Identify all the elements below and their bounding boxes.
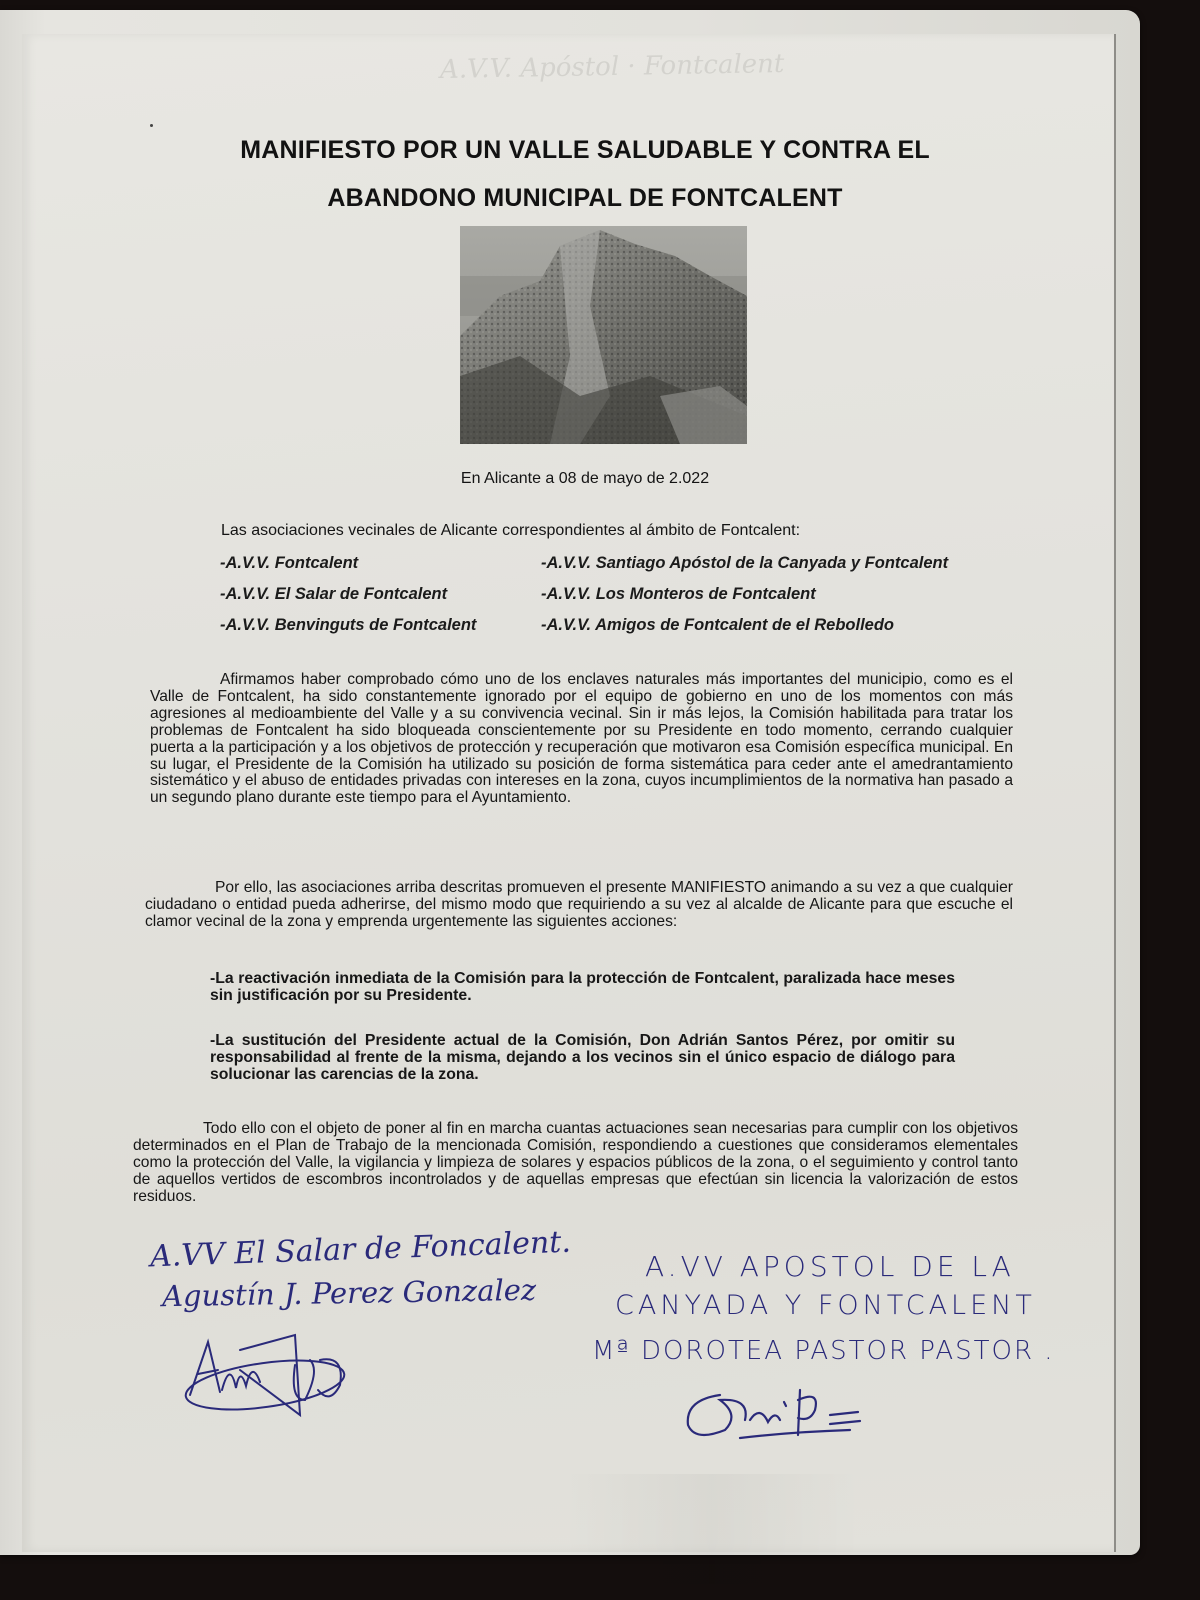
signature-right-association-line2: CANYADA Y FONTCALENT [615,1290,1036,1321]
paragraph-conclusion [133,1121,1018,1206]
association-item: -A.V.V. Los Monteros de Fontcalent [541,585,816,603]
paper-speck [150,124,153,127]
handwritten-signature-left-icon [180,1330,360,1425]
signature-left-name: Agustín J. Perez Gonzalez [161,1272,537,1314]
handwritten-signature-right-icon [680,1380,880,1450]
paragraph-conclusion-text: Todo ello con el objeto de poner al fin en marcha cuantas actuaciones sean necesarias para cumplir con los objetivos determinados en el Plan de Trabajo de la mencionada Comisión, respondiendo a cuestiones que consideramos elementales como la protección del Valle, la vigilancia y limpieza de solares y espacios públicos de la zona, o el seguimiento y control tanto de aquellos vertidos de escombros incontrolados y de aquellas empresas que efectúan sin licencia la valorización de estos residuos. [133,1120,1018,1205]
demand-item-reactivation: -La reactivación inmediata de la Comisión para la protección de Fontcalent, paralizada hace meses sin justificación por su Presidente. [210,970,955,1004]
signature-right-association-line1: A.VV APOSTOL DE LA [645,1250,1015,1283]
association-item: -A.V.V. El Salar de Fontcalent [220,585,448,603]
association-item: -A.V.V. Amigos de Fontcalent de el Rebolledo [541,616,894,634]
mountain-photo [460,226,747,444]
document-title-line-1: MANIFIESTO POR UN VALLE SALUDABLE Y CONTRA EL [240,136,930,164]
paragraph-demands-intro-text: Por ello, las asociaciones arriba descritas promueven el presente MANIFIESTO animando a su vez a que cualquier ciudadano o entidad pueda adherirse, del mismo modo que requiriendo a su vez al alcalde de Alicante para que escuche el clamor vecinal de la zona y emprenda urgentemente las siguientes acciones: [145,879,1013,930]
association-item: -A.V.V. Benvinguts de Fontcalent [220,616,477,634]
paragraph-demands-intro [145,880,1013,931]
mountain-image-icon [460,226,747,444]
association-item: -A.V.V. Santiago Apóstol de la Canyada y Fontcalent [541,554,949,572]
document-date: En Alicante a 08 de mayo de 2.022 [460,470,710,487]
signature-right-name: Mª DOROTEA PASTOR PASTOR . [592,1336,1055,1366]
association-item: -A.V.V. Fontcalent [220,554,359,572]
document-title-line-2: ABANDONO MUNICIPAL DE FONTCALENT [327,184,843,212]
demand-item-substitution: -La sustitución del Presidente actual de la Comisión, Don Adrián Santos Pérez, por omitir su responsabilidad al frente de la misma, dejando a los vecinos sin el único espacio de diálogo para solucionar las carencias de la zona. [210,1032,955,1083]
associations-intro: Las asociaciones vecinales de Alicante correspondientes al ámbito de Fontcalent: [221,522,801,539]
paragraph-statement-text: Afirmamos haber comprobado cómo uno de los enclaves naturales más importantes del municipio, como es el Valle de Fontcalent, ha sido constantemente ignorado por el equipo de gobierno en uno de los momentos con más agresiones al medioambiente del Valle y a su convivencia vecinal. Sin ir más lejos, la Comisión habilitada para tratar los problemas de Fontcalent ha sido bloqueada conscientemente por su Presidente en todo momento, cerrando cualquier puerta a la participación y a los objetivos de protección y recuperación que motivaron esa Comisión específica municipal. En su lugar, el Presidente de la Comisión ha utilizado su posición de forma sistemática para ceder ante el amedrantamiento sistemático y el abuso de entidades privadas con intereses en la zona, cuyos incumplimientos de la normativa han pasado a un segundo plano durante este tiempo para el Ayuntamiento. [150,671,1013,807]
paragraph-statement [150,672,1013,807]
signature-left-association: A.VV El Salar de Foncalent. [149,1224,572,1275]
show-through-handwriting: A.V.V. Apóstol · Fontcalent [439,48,785,86]
